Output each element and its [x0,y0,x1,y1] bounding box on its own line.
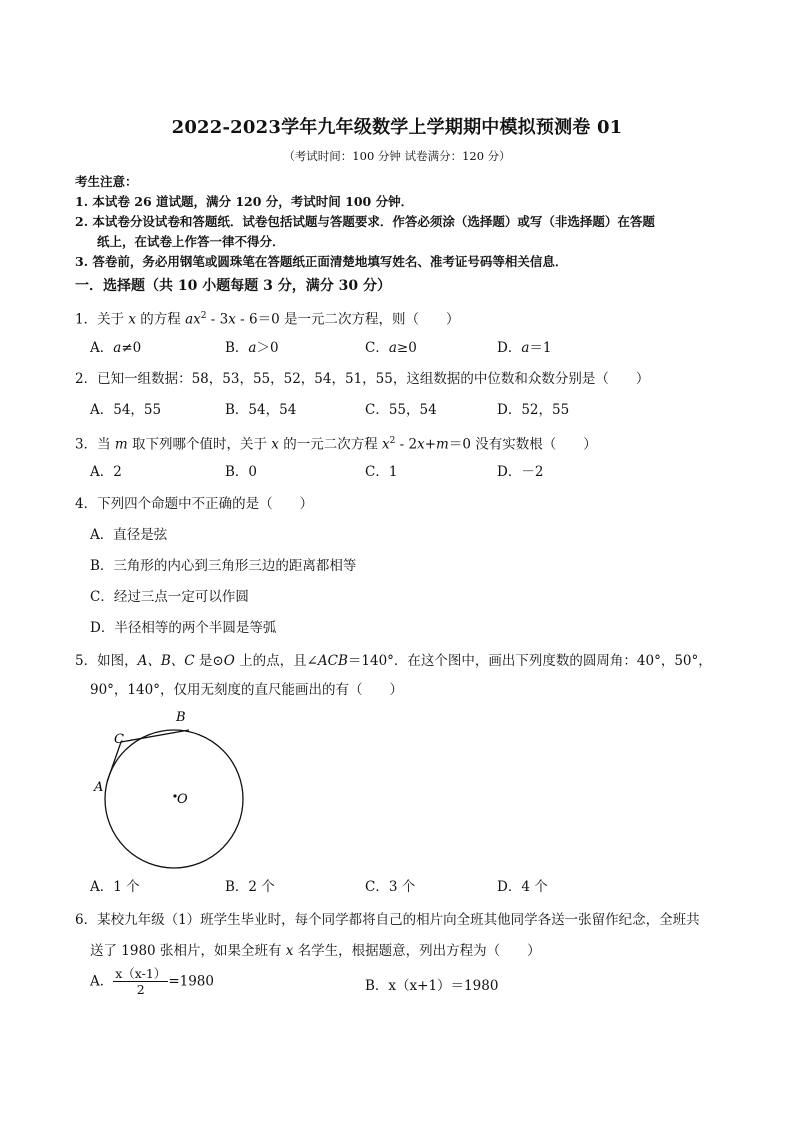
circle-o [105,730,243,868]
option-a[interactable]: A．a≠0 [90,340,142,356]
question-6: 6．某校九年级（1）班学生毕业时，每个同学都将自己的相片向全班其他同学各送一张留作纪念，全班共 [75,912,700,928]
option-b[interactable]: B．0 [225,464,258,480]
option-d[interactable]: D．半径相等的两个半圆是等弧 [90,620,277,636]
option-b[interactable]: B．x（x+1）＝1980 [365,978,499,994]
page-title: 2022-2023学年九年级数学上学期期中模拟预测卷 01 [171,117,623,138]
exam-info: （考试时间：100 分钟 试卷满分：120 分） [283,149,511,163]
option-b[interactable]: B．三角形的内心到三角形三边的距离都相等 [90,558,357,574]
question-5: 5．如图，A、B、C 是⊙O 上的点，且∠ACB＝140°．在这个图中，画出下列度数的圆周角：40°，50°， [75,653,712,669]
notice-item: 1. 本试卷 26 道试题，满分 120 分，考试时间 100 分钟． [75,194,414,209]
chord-cb [121,730,189,742]
option-c[interactable]: C．经过三点一定可以作圆 [90,589,249,605]
option-b[interactable]: B．2 个 [225,879,275,895]
option-d[interactable]: D．4 个 [497,879,548,895]
notice-item: 3. 答卷前，务必用钢笔或圆珠笔在答题纸正面清楚地填写姓名、准考证号码等相关信息． [75,254,568,269]
chord-ca [107,742,121,782]
option-c[interactable]: C．1 [365,464,398,480]
question-3: 3．当 m 取下列哪个值时，关于 x 的一元二次方程 $x^2 - 2x+m=0$ 没有实数根（ ） [75,436,597,453]
question-4: 4．下列四个命题中不正确的是（ ） [75,496,314,512]
option-c[interactable]: C．a≥0 [365,340,417,356]
option-c[interactable]: C．55，54 [365,402,437,418]
notice-item: 纸上，在试卷上作答一律不得分． [97,234,285,249]
option-d[interactable]: D．a＝1 [497,340,552,356]
option-a[interactable]: A．54，55 [90,402,162,418]
option-a[interactable]: A．1 个 [90,879,140,895]
option-a[interactable]: A． $\frac{x(x-1)}{2}$ =1980 [90,966,214,997]
notice-heading: 考生注意： [75,174,138,189]
question-2: 2．已知一组数据：58，53，55，52，54，51，55，这组数据的中位数和众数分别是（ ） [75,371,650,387]
section-heading: 一．选择题（共 10 小题每题 3 分，满分 30 分） [75,278,391,294]
notice-item: 2. 本试卷分设试卷和答题纸．试卷包括试题与答题要求．作答必须涂（选择题）或写（非选择题）在答题 [75,214,655,229]
option-c[interactable]: C．3 个 [365,879,416,895]
circle-figure [90,705,260,875]
option-b[interactable]: B．54，54 [225,402,297,418]
label-c: C [114,732,124,747]
label-o: O [177,792,188,807]
option-b[interactable]: B．a＞0 [225,340,279,356]
option-a[interactable]: A．直径是弦 [90,527,168,543]
question-5-cont: 90°，140°，仅用无刻度的直尺能画出的有（ ） [90,682,403,698]
label-b: B [176,710,186,725]
question-6-cont: 送了 1980 张相片，如果全班有 x 名学生，根据题意，列出方程为（ ） [90,943,541,959]
label-a: A [94,780,104,795]
question-1: 1．关于 x 的方程 $ax^2 - 3x - 6=0$ 是一元二次方程，则（ ） [75,311,460,328]
option-d[interactable]: D．－2 [497,464,544,480]
option-d[interactable]: D．52，55 [497,402,570,418]
option-a[interactable]: A．2 [90,464,122,480]
fraction: $\frac{x(x-1)}{2}$ [115,966,167,997]
